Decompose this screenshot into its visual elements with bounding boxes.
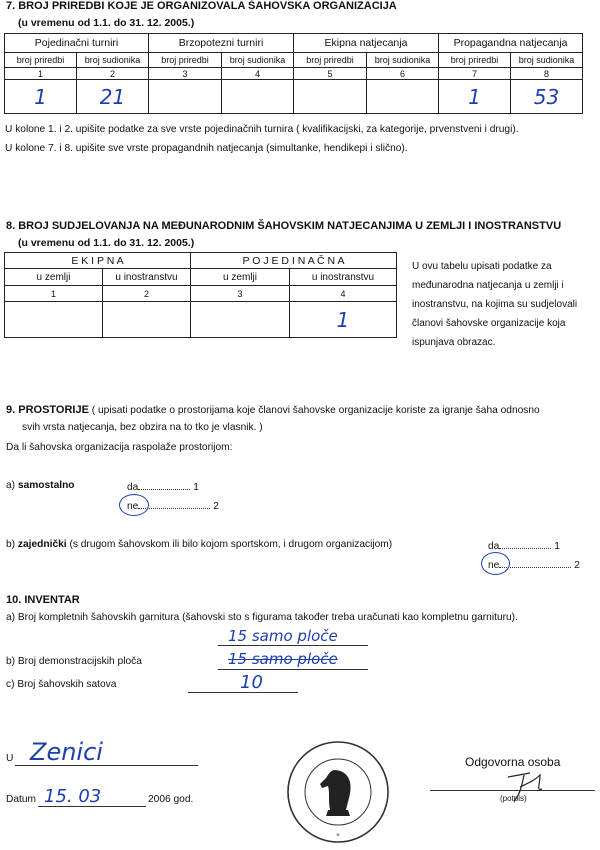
signature-mark (500, 765, 560, 805)
inventory-c-label: c) Broj šahovskih satova (6, 679, 117, 690)
column-number: 1 (5, 286, 103, 302)
section-9-intro-1: ( upisati podatke o prostorijama koje članovi šahovske organizacije koriste za igranje šaha odnosno (91, 405, 540, 416)
section-7-title: 7. BROJ PRIREDBI KOJE JE ORGANIZOVALA ŠAHOVSKA ORGANIZACIJA (6, 0, 397, 12)
option-a-da-row (127, 480, 199, 493)
side-note-line: članovi šahovske organizacije koja (412, 318, 566, 329)
value-cell[interactable]: 1 (439, 80, 511, 114)
value-cell[interactable]: 1 (5, 80, 77, 114)
inventory-a-value[interactable]: 15 samo ploče (228, 627, 338, 645)
subheader-cell: broj priredbi (294, 53, 367, 68)
da-code: 1 (554, 541, 560, 552)
column-number: 4 (290, 286, 397, 302)
option-b-text: zajednički (17, 539, 67, 550)
da-code: 1 (193, 482, 199, 493)
column-number: 6 (367, 68, 439, 80)
value-cell[interactable]: 53 (511, 80, 583, 114)
group-brzopotezni: Brzopotezni turniri (149, 34, 294, 53)
section-8-period: (u vremenu od 1.1. do 31. 12. 2005.) (18, 237, 195, 249)
group-ekipna: Ekipna natjecanja (294, 34, 439, 53)
section-10-title: 10. INVENTAR (6, 594, 80, 606)
side-note-line: međunarodna natjecanja u zemlji i (412, 280, 564, 291)
option-a-text: samostalno (17, 480, 75, 491)
section-7-period: (u vremenu od 1.1. do 31. 12. 2005.) (18, 17, 195, 29)
value-cell[interactable] (5, 302, 103, 338)
subheader-cell: broj priredbi (439, 53, 511, 68)
column-number: 8 (511, 68, 583, 80)
subheader-cell: broj priredbi (149, 53, 222, 68)
section-9-intro-2: svih vrsta natjecanja, bez obzira na to tko je vlasnik. ) (22, 422, 263, 433)
value-cell[interactable]: 1 (290, 302, 397, 338)
option-b (6, 539, 392, 550)
column-number: 2 (77, 68, 149, 80)
subheader-cell: u zemlji (5, 269, 103, 286)
inventory-a-line (218, 645, 368, 646)
column-number: 1 (5, 68, 77, 80)
knight-icon (320, 770, 351, 816)
place-value[interactable]: Zenici (30, 738, 103, 766)
subheader-cell: broj sudionika (222, 53, 294, 68)
column-number: 4 (222, 68, 294, 80)
events-table (4, 33, 583, 114)
section-8-title: 8. BROJ SUDJELOVANJA NA MEĐUNARODNIM ŠAHOVSKIM NATJECANJIMA U ZEMLJI I INOSTRANSTVU (6, 220, 562, 232)
date-label: Datum (6, 794, 37, 805)
selected-circle-mark (481, 552, 510, 575)
inventory-b-line (218, 669, 368, 670)
option-b-label: b) (6, 539, 16, 550)
signature-scribble (500, 765, 560, 805)
place-prefix: U (6, 753, 14, 764)
section-8-side-note (412, 257, 577, 352)
subheader-cell: u inostranstvu (103, 269, 191, 286)
option-b-description: (s drugom šahovskom ili bilo kojom sportskom, i drugom organizacijom) (69, 539, 393, 550)
value-cell[interactable]: 21 (77, 80, 149, 114)
subheader-cell: broj sudionika (511, 53, 583, 68)
group-propagandna: Propagandna natjecanja (439, 34, 583, 53)
column-number: 2 (103, 286, 191, 302)
section-9-heading (6, 404, 540, 416)
inventory-b-label: b) Broj demonstracijskih ploča (6, 656, 142, 667)
selected-circle-mark (119, 494, 149, 516)
group-ekipna-intl: E K I P N A (5, 253, 191, 269)
subheader-cell: broj sudionika (367, 53, 439, 68)
side-note-line: inostranstvu, na kojima su sudjelovali (412, 299, 578, 310)
subheader-cell: u zemlji (191, 269, 290, 286)
value-cell[interactable] (367, 80, 439, 114)
inventory-c-value[interactable]: 10 (240, 672, 263, 693)
subheader-cell: broj priredbi (5, 53, 77, 68)
side-note-line: U ovu tabelu upisati podatke za (412, 261, 552, 272)
option-a (6, 480, 75, 491)
group-pojedinacni: Pojedinačni turniri (5, 34, 149, 53)
section-9-title: 9. PROSTORIJE (6, 404, 89, 416)
subheader-cell: u inostranstvu (290, 269, 397, 286)
subheader-cell: broj sudionika (77, 53, 149, 68)
value-cell[interactable] (191, 302, 290, 338)
seal-star: * (336, 832, 340, 840)
section-9-question: Da li šahovska organizacija raspolaže prostorijom: (6, 442, 233, 453)
value-cell[interactable] (103, 302, 191, 338)
responsible-person-label: Odgovorna osoba (465, 755, 561, 769)
group-pojedinacna-intl: P O J E D I N A Č N A (191, 253, 397, 269)
column-number: 5 (294, 68, 367, 80)
value-cell[interactable] (294, 80, 367, 114)
ne-label[interactable]: ne (127, 501, 139, 512)
signature-caption: (potpis) (500, 794, 527, 803)
option-a-label: a) (6, 480, 16, 491)
inventory-b-value[interactable]: 15 samo ploče (228, 650, 338, 668)
option-b-da-row (488, 539, 560, 552)
value-cell[interactable] (222, 80, 294, 114)
inventory-a-label: a) Broj kompletnih šahovskih garnitura (šahovski sto s figurama također treba uračunati kao kompletnu garnituru). (6, 612, 518, 623)
column-number: 3 (191, 286, 290, 302)
side-note-line: ispunjava obrazac. (412, 337, 496, 348)
ne-code: 2 (213, 501, 219, 512)
column-number: 7 (439, 68, 511, 80)
club-seal (286, 740, 390, 844)
da-label[interactable]: da (127, 482, 139, 493)
ne-code: 2 (574, 560, 580, 571)
date-value[interactable]: 15. 03 (44, 786, 102, 807)
column-number: 3 (149, 68, 222, 80)
year-suffix: 2006 god. (148, 794, 194, 805)
section-7-note-1: U kolone 1. i 2. upišite podatke za sve vrste pojedinačnih turnira ( kvalifikacijski, za kategorije, prvenstveni i drugi). (5, 124, 519, 135)
international-table (4, 252, 397, 338)
club-seal-graphic (286, 740, 390, 844)
section-7-note-2: U kolone 7. i 8. upišite sve vrste propagandnih natjecanja (simultanke, hendikepi i slično). (5, 143, 408, 154)
da-label[interactable]: da (488, 541, 500, 552)
value-cell[interactable] (149, 80, 222, 114)
ne-label[interactable]: ne (488, 560, 500, 571)
